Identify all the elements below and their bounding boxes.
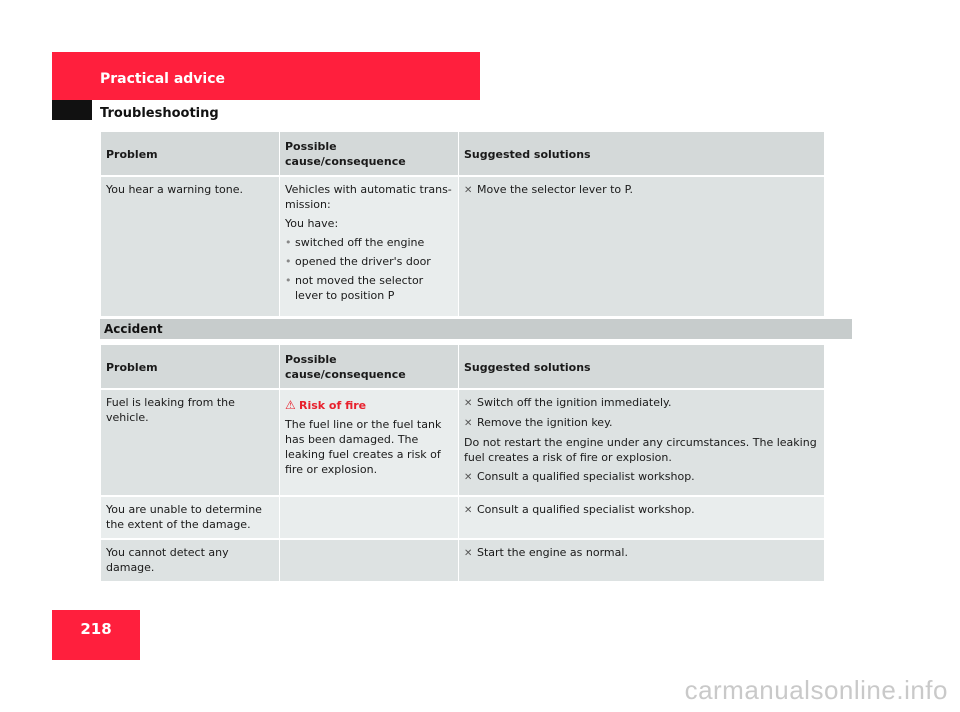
table-header-row [101, 345, 824, 390]
list-item: ✕ Start the engine as normal. [464, 546, 628, 559]
cause-intro-2: You have: [285, 217, 339, 230]
solution-cell [459, 497, 824, 540]
list-item: • opened the driver's door [285, 255, 431, 268]
arrow-icon: ✕ [464, 548, 473, 559]
cause-text: The fuel line or the fuel tank has been damaged. The leaking fuel creates a risk of fire or explosion. [285, 418, 442, 476]
accident-heading: Accident [104, 322, 163, 336]
table-row [101, 497, 824, 540]
column-header-problem: Problem [101, 345, 279, 390]
bullet-icon: • [285, 236, 292, 249]
list-item: ✕ Consult a qualified specialist workshop. [464, 470, 695, 483]
watermark-text: carmanualsonline.info [684, 675, 948, 705]
accident-table [100, 345, 825, 581]
table-row [101, 177, 824, 316]
cause-intro: Vehicles with automatic trans- mission: [285, 183, 452, 211]
problem-cell: You are unable to determine the extent of the damage. [101, 497, 279, 540]
problem-cell: Fuel is leaking from the vehicle. [101, 390, 279, 497]
list-item: ✕ Consult a qualified specialist workshop. [464, 503, 695, 516]
solution-cell [459, 390, 824, 497]
problem-cell: You hear a warning tone. [101, 177, 279, 316]
cause-cell [280, 390, 458, 497]
cause-cell [280, 497, 458, 540]
arrow-icon: ✕ [464, 472, 473, 483]
page-number: 218 [80, 620, 112, 638]
bullet-icon: • [285, 255, 292, 268]
arrow-icon: ✕ [464, 418, 473, 429]
section-title: Practical advice [100, 71, 226, 87]
solution-cell [459, 540, 824, 581]
list-item: ✕ Switch off the ignition immediately. [464, 396, 672, 409]
subsection-marker [52, 100, 92, 120]
table-row [101, 540, 824, 581]
accident-heading-bar [100, 319, 852, 339]
arrow-icon: ✕ [464, 185, 473, 196]
column-header-problem: Problem [101, 132, 279, 177]
arrow-icon: ✕ [464, 398, 473, 409]
risk-warning: ⚠ Risk of fire [285, 398, 367, 412]
note-text: Do not restart the engine under any circumstances. The leaking fuel creates a risk of fire or explosion. [464, 436, 817, 464]
list-item: ✕ Remove the ignition key. [464, 416, 613, 429]
column-header-solutions: Suggested solutions [459, 132, 824, 177]
troubleshooting-table [100, 132, 825, 316]
list-item: ✕ Move the selector lever to P. [464, 183, 634, 196]
warning-triangle-icon: ⚠ [285, 398, 296, 412]
table-header-row [101, 132, 824, 177]
cause-cell [280, 177, 458, 316]
column-header-cause: Possible cause/consequence [280, 345, 458, 390]
table-row [101, 390, 824, 497]
arrow-icon: ✕ [464, 505, 473, 516]
bullet-icon: • [285, 274, 292, 287]
solution-cell [459, 177, 824, 316]
cause-cell [280, 540, 458, 581]
column-header-solutions: Suggested solutions [459, 345, 824, 390]
list-item: • switched off the engine [285, 236, 425, 249]
problem-cell: You cannot detect any damage. [101, 540, 279, 581]
column-header-cause: Possible cause/consequence [280, 132, 458, 177]
list-item: • not moved the selector lever to position P [285, 274, 424, 302]
subsection-title: Troubleshooting [100, 106, 219, 121]
